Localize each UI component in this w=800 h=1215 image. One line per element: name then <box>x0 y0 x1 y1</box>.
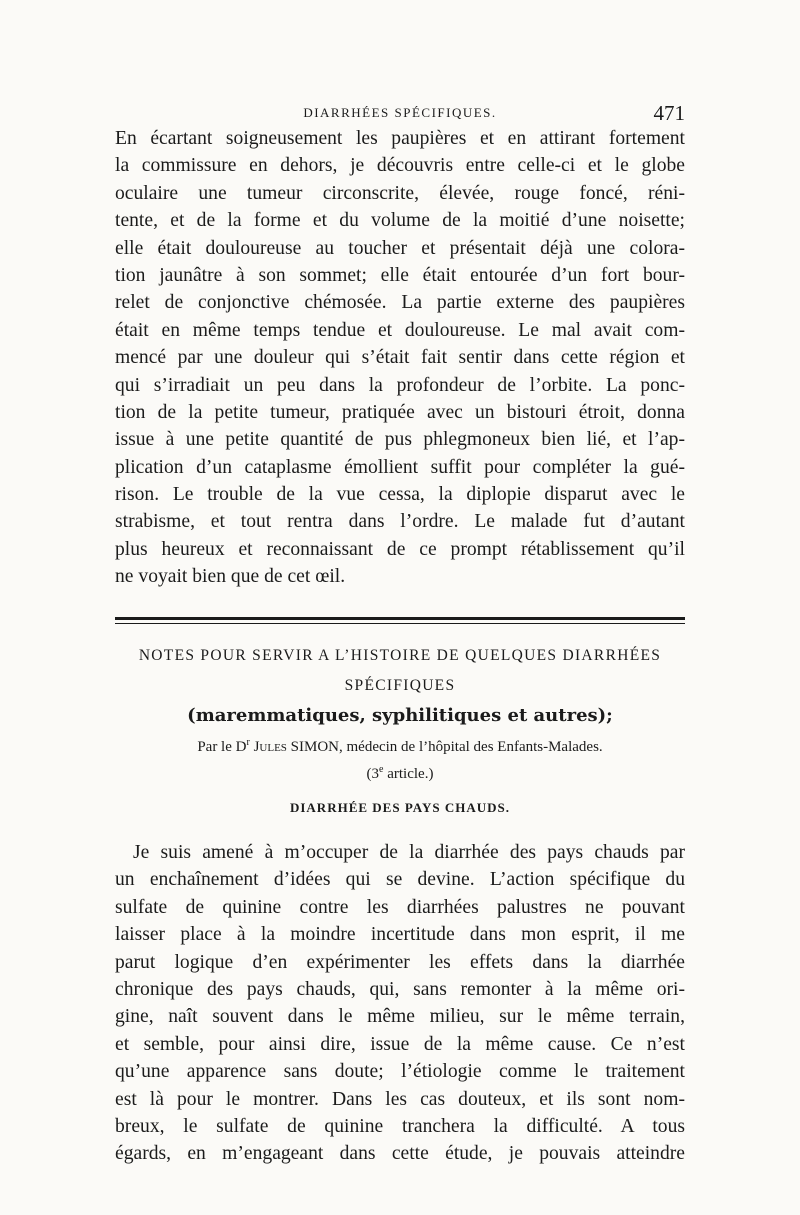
text-line: ne voyait bien que de cet œil. <box>115 566 346 588</box>
text-line: un enchaînement d’idées qui se devine. L’action spécifique du <box>115 869 685 891</box>
text-line: parut logique d’en expérimenter les effets dans la diarrhée <box>115 951 685 973</box>
text-line: relet de conjonctive chémosée. La partie externe des paupières <box>115 292 685 314</box>
page-number: 471 <box>653 101 685 125</box>
running-title: DIARRHÉES SPÉCIFIQUES. <box>303 105 497 120</box>
top-paragraph <box>115 125 685 591</box>
author-affiliation: médecin de l’hôpital des Enfants-Malades. <box>346 739 603 755</box>
text-line: mencé par une douleur qui s’était fait sentir dans cette région et <box>115 347 685 369</box>
section-separator-rule <box>115 617 685 627</box>
byline-sup: r <box>246 737 250 748</box>
article-number-sup: e <box>379 764 384 775</box>
article-title-continued: SPÉCIFIQUES <box>344 677 456 694</box>
text-line: strabisme, et tout rentra dans l’ordre. Le malade fut d’autant <box>115 511 685 533</box>
author-last-name: SIMON, <box>290 739 343 755</box>
text-line: chronique des pays chauds, qui, sans remonter à la même ori- <box>115 978 685 1000</box>
article-subtitle: (maremmatiques, syphilitiques et autres); <box>187 705 613 726</box>
running-header <box>115 103 685 127</box>
bottom-paragraph <box>115 839 685 1168</box>
text-line: plus heureux et reconnaissant de ce prompt rétablissement qu’il <box>115 538 685 560</box>
byline-prefix: Par le D <box>197 739 247 755</box>
text-line: breux, le sulfate de quinine tranchera la difficulté. A tous <box>115 1115 685 1137</box>
text-line: plication d’un cataplasme émollient suffit pour compléter la gué- <box>115 456 685 478</box>
text-line: Je suis amené à m’occuper de la diarrhée des pays chauds par <box>133 842 685 863</box>
text-line: tion jaunâtre à son sommet; elle était entourée d’un fort bour- <box>115 264 685 286</box>
text-line: est là pour le montrer. Dans les cas douteux, et ils sont nom- <box>115 1088 685 1110</box>
text-line: tion de la petite tumeur, pratiquée avec un bistouri étroit, donna <box>115 401 685 423</box>
author-first-name: Jules <box>253 739 287 755</box>
text-line: gine, naît souvent dans le même milieu, sur le même terrain, <box>115 1006 685 1028</box>
author-byline <box>115 737 685 756</box>
thick-rule <box>115 617 685 620</box>
article-number <box>115 764 685 783</box>
article-number-open: (3 <box>366 766 380 782</box>
text-line: En écartant soigneusement les paupières et en attirant fortement <box>115 128 685 149</box>
text-line: qui s’irradiait un peu dans la profondeur de l’orbite. La ponc- <box>115 374 685 396</box>
text-line: sulfate de quinine contre les diarrhées palustres ne pouvant <box>115 896 685 918</box>
text-line: la commissure en dehors, je découvris entre celle-ci et le globe <box>115 155 685 177</box>
article-number-close: article.) <box>387 766 434 782</box>
text-line: oculaire une tumeur circonscrite, élevée, rouge foncé, réni- <box>115 182 685 204</box>
text-line: et semble, pour ainsi dire, issue de la même cause. Ce n’est <box>115 1033 685 1055</box>
thin-rule <box>115 623 685 624</box>
article-title: NOTES POUR SERVIR A L’HISTOIRE DE QUELQUES DIARRHÉES <box>138 647 662 664</box>
text-line: égards, en m’engageant dans cette étude, je pouvais atteindre <box>115 1143 685 1165</box>
section-heading: DIARRHÉE DES PAYS CHAUDS. <box>289 800 511 815</box>
text-line: était en même temps tendue et douloureuse. Le mal avait com- <box>115 319 685 341</box>
text-line: issue à une petite quantité de pus phlegmoneux bien lié, et l’ap- <box>115 429 685 451</box>
text-line: rison. Le trouble de la vue cessa, la diplopie disparut avec le <box>115 484 685 506</box>
text-line: tente, et de la forme et du volume de la moitié d’une noisette; <box>115 210 685 232</box>
text-line: laisser place à la moindre incertitude dans mon esprit, il me <box>115 924 685 946</box>
text-line: elle était douloureuse au toucher et présentait déjà une colora- <box>115 237 685 259</box>
text-line: qu’une apparence sans doute; l’étiologie comme le traitement <box>115 1061 685 1083</box>
